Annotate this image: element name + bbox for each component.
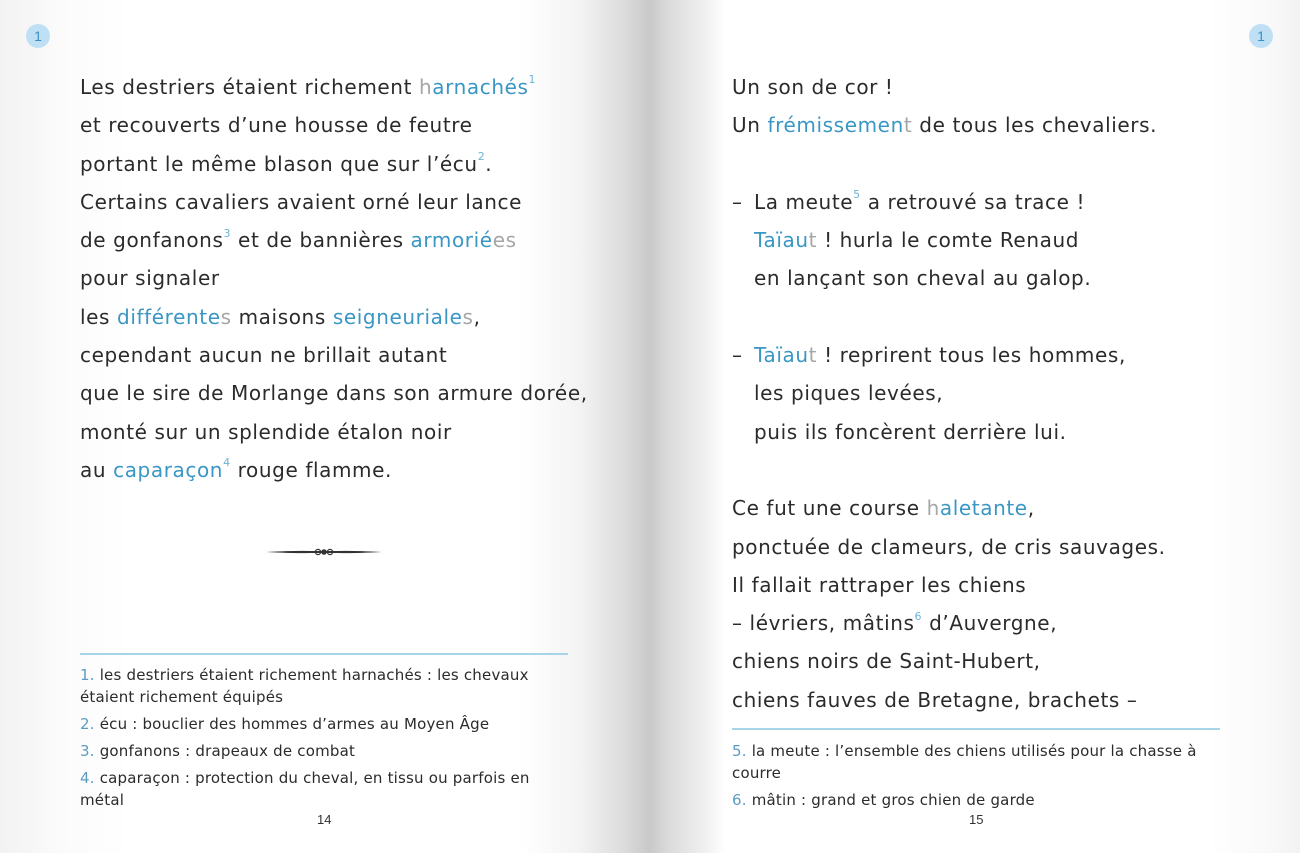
text-line: chiens fauves de Bretagne, brachets – bbox=[732, 687, 1138, 712]
chapter-badge: 1 bbox=[1249, 24, 1273, 48]
silent-letter: s bbox=[220, 304, 232, 329]
glossary-word: arnachés bbox=[432, 75, 529, 99]
decorative-divider-icon bbox=[266, 545, 382, 559]
footnote-item: 6. mâtin : grand et gros chien de garde bbox=[732, 791, 1035, 809]
text-line: de gonfanons$^3$ et de bannières armoriées bbox=[80, 226, 517, 253]
glossary-word: caparaçon bbox=[113, 457, 224, 482]
text-line: puis ils foncèrent derrière lui. bbox=[754, 419, 1067, 444]
text-line: en lançant son cheval au galop. bbox=[754, 266, 1092, 291]
footnote-ref[interactable]: 4 bbox=[223, 456, 231, 470]
text-line: les différentes maisons seigneuriales, bbox=[80, 304, 481, 329]
page-number: 14 bbox=[317, 812, 332, 827]
footnote-ref[interactable]: 2 bbox=[477, 149, 486, 163]
text-line: – lévriers, mâtins$^6$ d’Auvergne, bbox=[732, 609, 1058, 636]
footnote-divider bbox=[732, 728, 1220, 730]
glossary-word: armorié bbox=[410, 228, 493, 253]
footnote-item: 1. les destriers étaient richement harnachés : les chevaux étaient richement équipés bbox=[80, 666, 529, 706]
page-number: 15 bbox=[969, 812, 984, 827]
footnote-ref[interactable]: 5 bbox=[853, 188, 861, 202]
left-page-text bbox=[80, 68, 588, 489]
text-line: Un son de cor ! bbox=[732, 75, 894, 99]
footnote-divider bbox=[80, 653, 568, 655]
stanza-gap bbox=[732, 451, 1252, 489]
text-line: les piques levées, bbox=[754, 381, 944, 406]
dialogue-line: – La meute$^5$ a retrouvé sa trace ! bbox=[732, 183, 1252, 221]
text-line: monté sur un splendide étalon noir bbox=[80, 419, 452, 444]
text-line: chiens noirs de Saint-Hubert, bbox=[732, 649, 1041, 674]
glossary-word: seigneuriale bbox=[332, 304, 463, 329]
glossary-word: Taïau bbox=[754, 343, 809, 368]
footnotes bbox=[80, 664, 570, 816]
footnote-item: 4. caparaçon : protection du cheval, en tissu ou parfois en métal bbox=[80, 769, 530, 809]
text-line: que le sire de Morlange dans son armure dorée, bbox=[80, 381, 588, 406]
footnote-item: 2. écu : bouclier des hommes d’armes au Moyen Âge bbox=[80, 715, 490, 733]
footnote-ref[interactable]: 6 bbox=[914, 609, 923, 623]
silent-letter: h bbox=[418, 75, 433, 99]
text-line: au caparaçon$^4$ rouge flamme. bbox=[80, 456, 392, 482]
text-line: Taïaut ! hurla le comte Renaud bbox=[754, 228, 1080, 253]
text-line: pour signaler bbox=[80, 266, 220, 291]
silent-letter: t bbox=[808, 343, 818, 368]
silent-letter: t bbox=[903, 113, 913, 138]
text-line: Un frémissement de tous les chevaliers. bbox=[732, 113, 1158, 138]
footnote-ref[interactable]: 1 bbox=[528, 73, 537, 87]
text-line: Les destriers étaient richement harnachés$^1$ bbox=[80, 73, 537, 99]
footnote-ref[interactable]: 3 bbox=[223, 226, 232, 240]
footnote-item: 3. gonfanons : drapeaux de combat bbox=[80, 742, 356, 760]
silent-letter: s bbox=[462, 304, 474, 329]
right-page-text bbox=[732, 68, 1252, 719]
stanza-gap bbox=[732, 145, 1252, 183]
text-line: ponctuée de clameurs, de cris sauvages. bbox=[732, 534, 1166, 559]
glossary-word: frémissemen bbox=[767, 113, 904, 138]
right-page bbox=[650, 0, 1300, 853]
dialogue-dash: – bbox=[732, 343, 743, 368]
text-line: Certains cavaliers avaient orné leur lance bbox=[80, 189, 522, 214]
text-line: portant le même blason que sur l’écu$^2$. bbox=[80, 149, 493, 176]
text-line: Ce fut une course haletante, bbox=[732, 496, 1035, 521]
glossary-word: aletante bbox=[939, 496, 1028, 521]
silent-letter: es bbox=[492, 228, 517, 253]
dialogue-dash: – bbox=[732, 189, 743, 214]
footnote-item: 5. la meute : l’ensemble des chiens utilisés pour la chasse à courre bbox=[732, 742, 1197, 782]
text-line: Il fallait rattraper les chiens bbox=[732, 572, 1027, 597]
text-line: cependant aucun ne brillait autant bbox=[80, 343, 448, 368]
silent-letter: t bbox=[808, 228, 818, 253]
chapter-badge: 1 bbox=[26, 24, 50, 48]
footnotes bbox=[732, 740, 1232, 816]
stanza-gap bbox=[732, 298, 1252, 336]
glossary-word: différente bbox=[117, 304, 221, 329]
dialogue-line: – Taïaut ! reprirent tous les hommes, bbox=[732, 336, 1252, 374]
glossary-word: Taïau bbox=[754, 228, 809, 253]
text-line: et recouverts d’une housse de feutre bbox=[80, 113, 473, 138]
silent-letter: h bbox=[926, 496, 940, 521]
